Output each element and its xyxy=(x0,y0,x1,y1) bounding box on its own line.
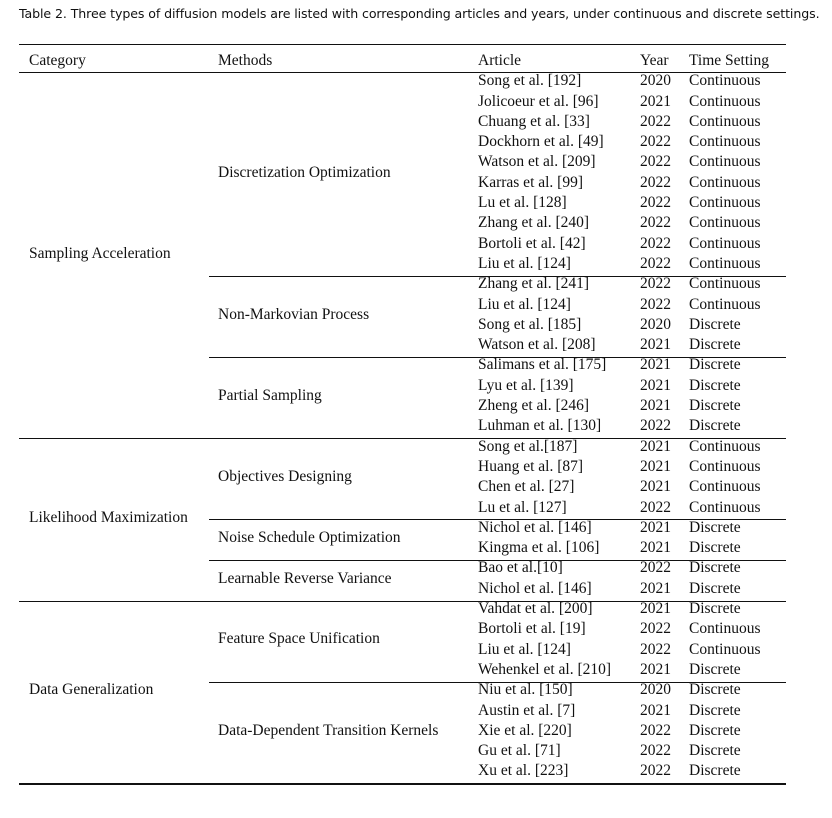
article-cell: Luhman et al. [130] xyxy=(478,417,602,435)
article-cell: Watson et al. [208] xyxy=(478,336,596,354)
setting-cell: Continuous xyxy=(689,295,761,313)
year-cell: 2022 xyxy=(640,721,671,739)
setting-cell: Discrete xyxy=(689,336,741,354)
setting-cell: Continuous xyxy=(689,275,761,293)
article-cell: Zhang et al. [241] xyxy=(478,275,590,293)
setting-cell: Discrete xyxy=(689,518,741,536)
header-methods: Methods xyxy=(218,52,273,69)
year-cell: 2022 xyxy=(640,640,671,658)
year-cell: 2022 xyxy=(640,762,671,780)
year-cell: 2022 xyxy=(640,417,671,435)
setting-cell: Continuous xyxy=(689,254,761,272)
article-cell: Xie et al. [220] xyxy=(478,721,572,739)
year-cell: 2022 xyxy=(640,234,671,252)
method-label: Objectives Designing xyxy=(218,468,352,486)
article-cell: Salimans et al. [175] xyxy=(478,356,607,374)
year-cell: 2021 xyxy=(640,356,671,374)
year-cell: 2022 xyxy=(640,295,671,313)
setting-cell: Continuous xyxy=(689,112,761,130)
setting-cell: Discrete xyxy=(689,681,741,699)
article-cell: Gu et al. [71] xyxy=(478,742,561,760)
setting-cell: Continuous xyxy=(689,194,761,211)
setting-cell: Discrete xyxy=(689,742,741,760)
year-cell: 2021 xyxy=(640,376,671,394)
year-cell: 2021 xyxy=(640,660,671,678)
article-cell: Song et al. [192] xyxy=(478,72,582,90)
setting-cell: Discrete xyxy=(689,701,741,719)
article-cell: Chen et al. [27] xyxy=(478,478,575,496)
article-cell: Dockhorn et al. [49] xyxy=(478,133,604,151)
year-cell: 2022 xyxy=(640,559,671,577)
method-label: Discretization Optimization xyxy=(218,163,391,181)
setting-cell: Discrete xyxy=(689,721,741,739)
article-cell: Niu et al. [150] xyxy=(478,681,573,699)
article-cell: Austin et al. [7] xyxy=(478,701,576,719)
category-label: Likelihood Maximization xyxy=(29,508,188,526)
year-cell: 2020 xyxy=(640,72,671,90)
setting-cell: Continuous xyxy=(689,153,761,171)
method-label: Partial Sampling xyxy=(218,386,322,404)
header-article: Article xyxy=(478,52,522,69)
setting-cell: Discrete xyxy=(689,762,741,780)
setting-cell: Discrete xyxy=(689,356,741,374)
article-cell: Song et al.[187] xyxy=(478,437,578,455)
setting-cell: Discrete xyxy=(689,559,741,577)
article-cell: Bao et al.[10] xyxy=(478,559,563,577)
article-cell: Bortoli et al. [19] xyxy=(478,620,586,638)
header-category: Category xyxy=(29,52,86,69)
article-cell: Huang et al. [87] xyxy=(478,457,584,475)
year-cell: 2022 xyxy=(640,254,671,272)
year-cell: 2022 xyxy=(640,620,671,638)
year-cell: 2022 xyxy=(640,173,671,191)
year-cell: 2022 xyxy=(640,275,671,293)
year-cell: 2022 xyxy=(640,498,671,516)
article-cell: Watson et al. [209] xyxy=(478,153,596,171)
article-cell: Nichol et al. [146] xyxy=(478,579,592,597)
category-label: Data Generalization xyxy=(29,681,154,699)
setting-cell: Discrete xyxy=(689,397,741,414)
article-cell: Lyu et al. [139] xyxy=(478,376,574,394)
article-cell: Jolicoeur et al. [96] xyxy=(478,92,599,110)
setting-cell: Continuous xyxy=(689,133,761,151)
setting-cell: Discrete xyxy=(689,376,741,394)
article-cell: Liu et al. [124] xyxy=(478,640,571,658)
article-cell: Song et al. [185] xyxy=(478,315,582,333)
article-cell: Chuang et al. [33] xyxy=(478,112,590,130)
setting-cell: Discrete xyxy=(689,539,741,557)
article-cell: Lu et al. [127] xyxy=(478,498,567,516)
year-cell: 2021 xyxy=(640,92,671,110)
setting-cell: Continuous xyxy=(689,72,761,90)
setting-cell: Continuous xyxy=(689,234,761,252)
article-cell: Zhang et al. [240] xyxy=(478,214,590,232)
article-cell: Lu et al. [128] xyxy=(478,194,567,211)
setting-cell: Continuous xyxy=(689,214,761,232)
method-label: Data-Dependent Transition Kernels xyxy=(218,721,439,739)
setting-cell: Discrete xyxy=(689,315,741,333)
method-label: Noise Schedule Optimization xyxy=(218,528,401,546)
setting-cell: Discrete xyxy=(689,660,741,678)
setting-cell: Continuous xyxy=(689,173,761,191)
table-caption: Table 2. Three types of diffusion models are listed with corresponding articles and years, under continuous and discrete settings. xyxy=(19,6,820,21)
category-label: Sampling Acceleration xyxy=(29,244,171,262)
setting-cell: Discrete xyxy=(689,600,741,617)
method-label: Non-Markovian Process xyxy=(218,305,370,323)
setting-cell: Continuous xyxy=(689,457,761,475)
year-cell: 2022 xyxy=(640,133,671,151)
header-year: Year xyxy=(640,52,669,69)
year-cell: 2021 xyxy=(640,600,671,617)
method-label: Learnable Reverse Variance xyxy=(218,569,392,587)
setting-cell: Continuous xyxy=(689,478,761,496)
setting-cell: Discrete xyxy=(689,417,741,435)
article-cell: Xu et al. [223] xyxy=(478,762,569,780)
year-cell: 2020 xyxy=(640,681,671,699)
year-cell: 2021 xyxy=(640,437,671,455)
year-cell: 2021 xyxy=(640,478,671,496)
year-cell: 2020 xyxy=(640,315,671,333)
article-cell: Wehenkel et al. [210] xyxy=(478,660,612,678)
article-cell: Bortoli et al. [42] xyxy=(478,234,586,252)
header-time-setting: Time Setting xyxy=(689,52,769,69)
setting-cell: Continuous xyxy=(689,498,761,516)
year-cell: 2021 xyxy=(640,539,671,557)
year-cell: 2022 xyxy=(640,214,671,232)
method-label: Feature Space Unification xyxy=(218,630,380,648)
setting-cell: Continuous xyxy=(689,640,761,658)
article-cell: Vahdat et al. [200] xyxy=(478,600,593,617)
top-rule xyxy=(19,44,786,45)
year-cell: 2021 xyxy=(640,579,671,597)
year-cell: 2021 xyxy=(640,397,671,414)
year-cell: 2022 xyxy=(640,194,671,211)
year-cell: 2022 xyxy=(640,153,671,171)
article-cell: Kingma et al. [106] xyxy=(478,539,600,557)
article-cell: Liu et al. [124] xyxy=(478,295,571,313)
setting-cell: Discrete xyxy=(689,579,741,597)
bottom-rule xyxy=(19,783,786,784)
setting-cell: Continuous xyxy=(689,437,761,455)
year-cell: 2022 xyxy=(640,742,671,760)
year-cell: 2021 xyxy=(640,336,671,354)
year-cell: 2021 xyxy=(640,518,671,536)
year-cell: 2021 xyxy=(640,701,671,719)
article-cell: Zheng et al. [246] xyxy=(478,397,590,414)
setting-cell: Continuous xyxy=(689,620,761,638)
article-cell: Liu et al. [124] xyxy=(478,254,571,272)
year-cell: 2022 xyxy=(640,112,671,130)
setting-cell: Continuous xyxy=(689,92,761,110)
year-cell: 2021 xyxy=(640,457,671,475)
article-cell: Nichol et al. [146] xyxy=(478,518,592,536)
article-cell: Karras et al. [99] xyxy=(478,173,584,191)
